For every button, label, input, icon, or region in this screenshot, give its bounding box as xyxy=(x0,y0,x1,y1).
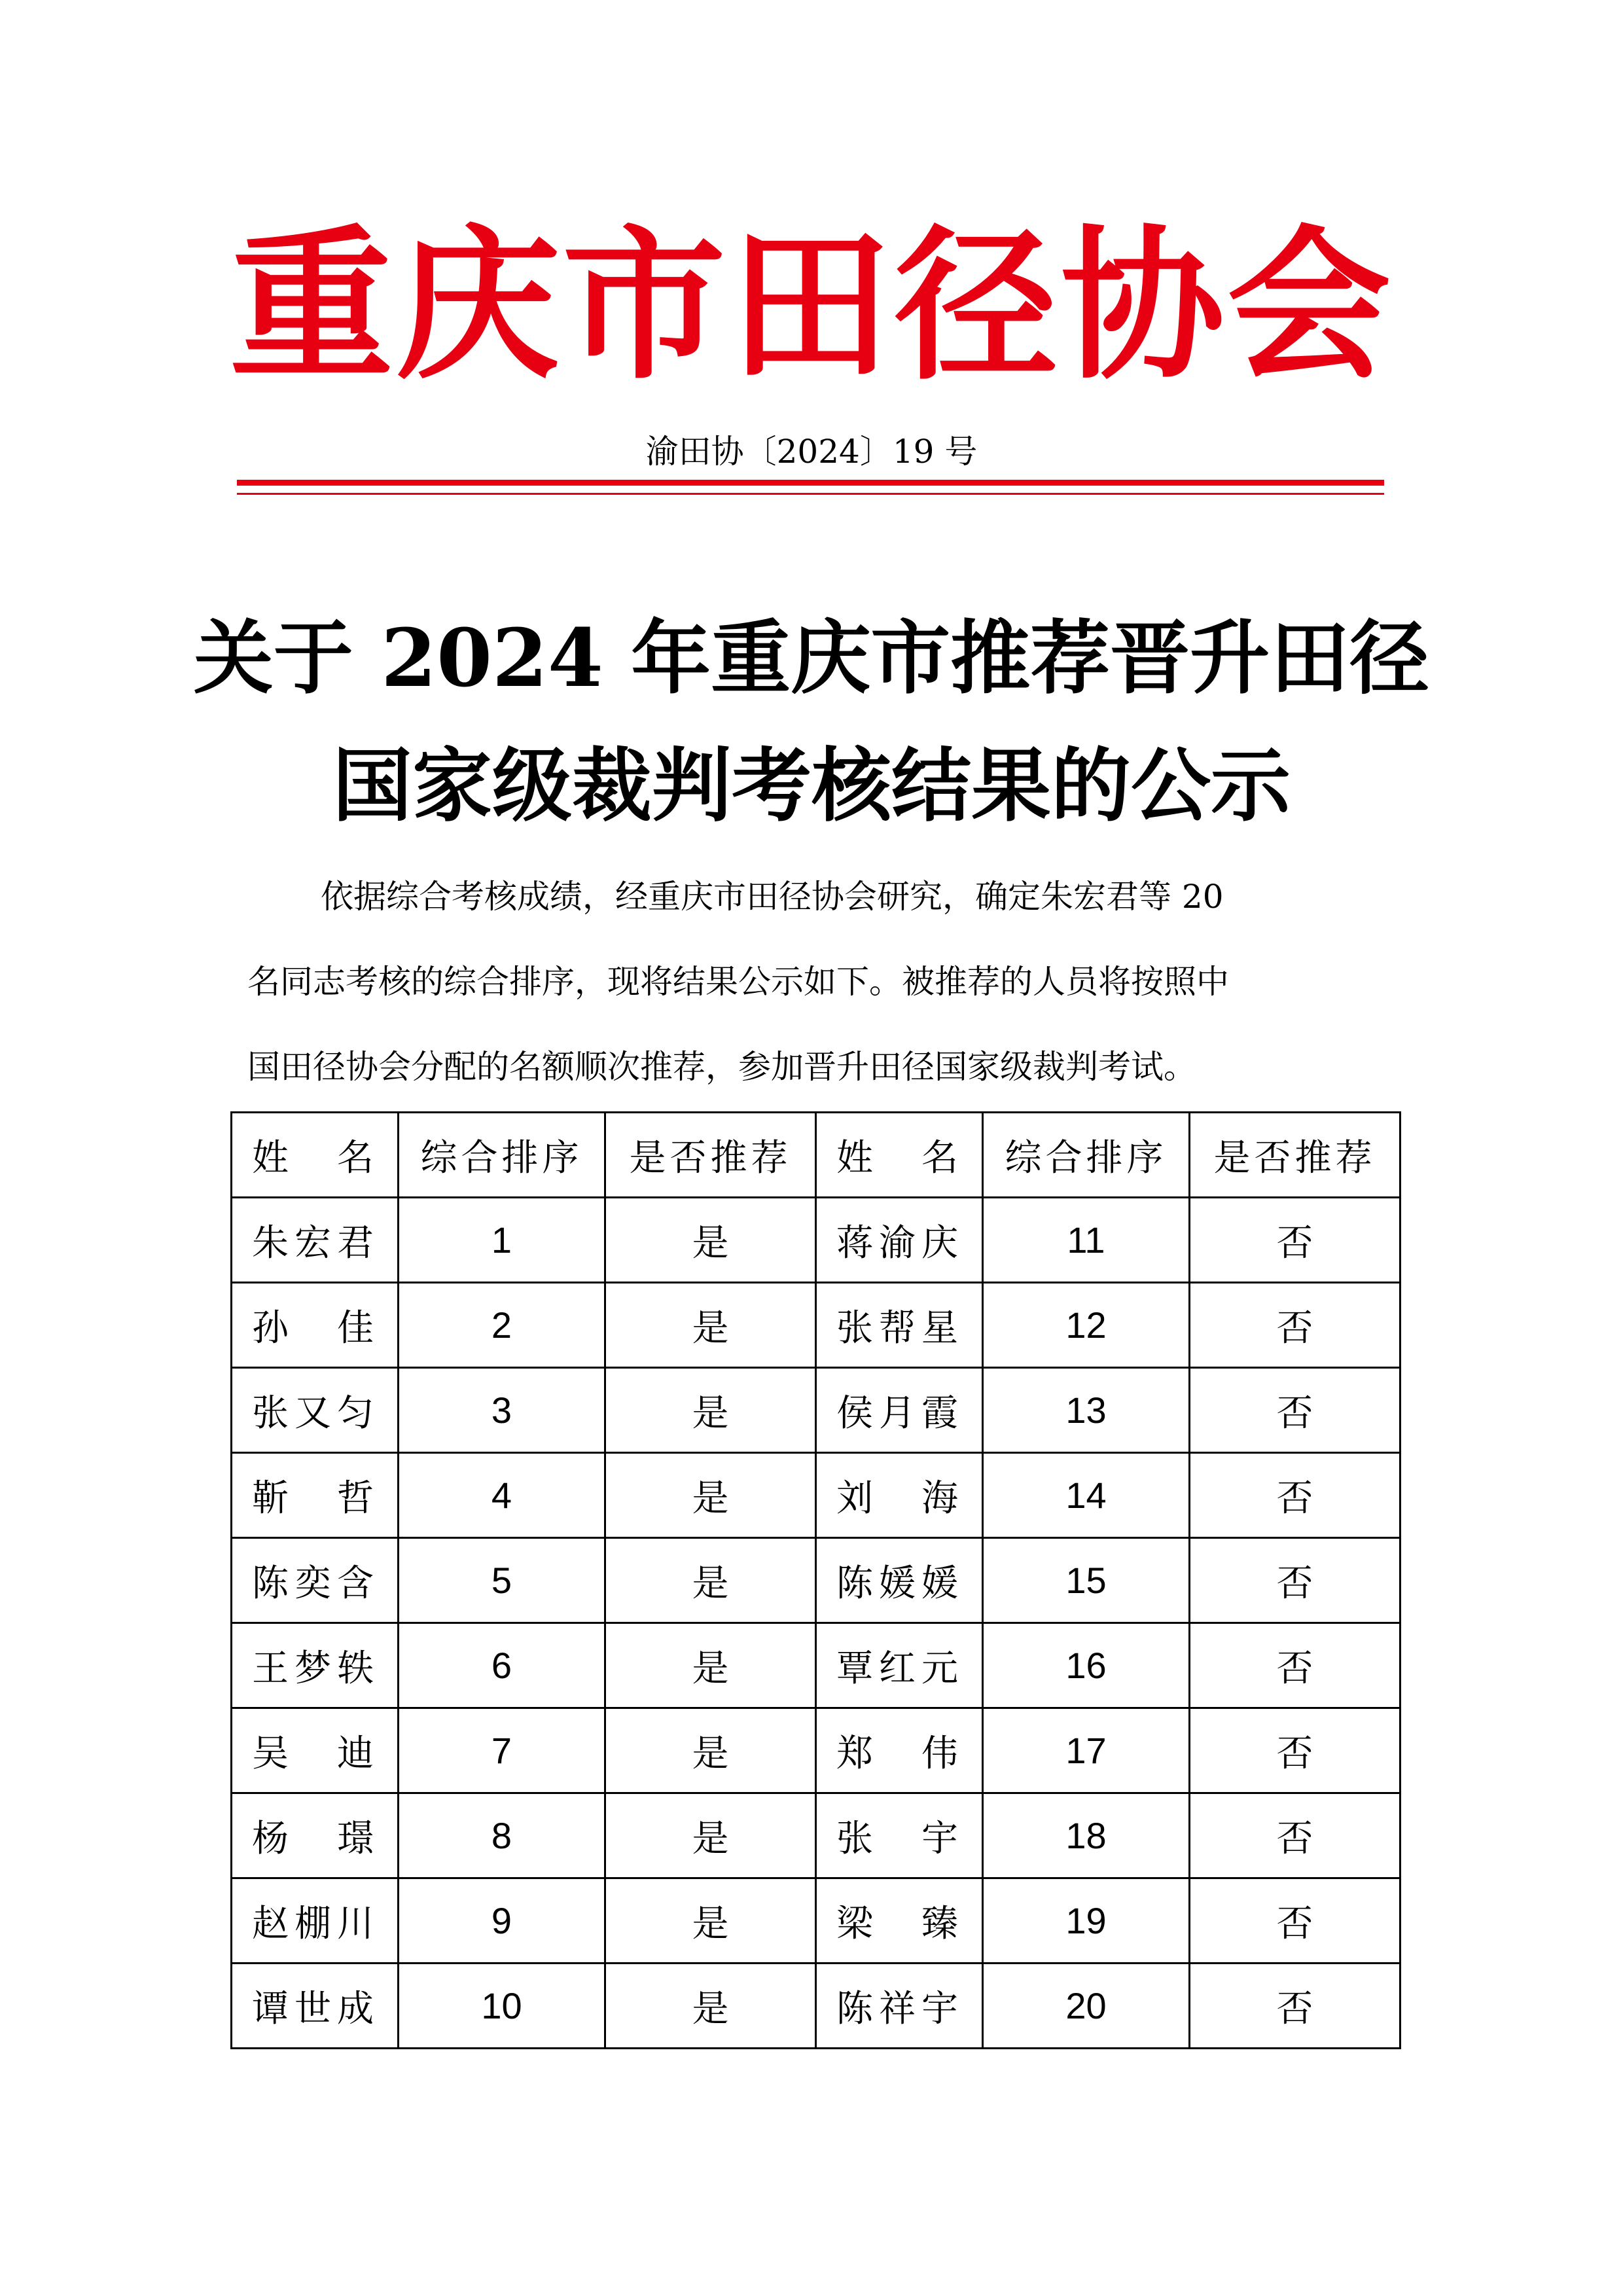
header-rank-right: 综合排序 xyxy=(983,1113,1190,1198)
name-cell: 张又匀 xyxy=(232,1368,399,1453)
table-row xyxy=(232,1453,1400,1538)
name-cell: 蒋渝庆 xyxy=(816,1198,983,1283)
notice-title-line-1: 关于 2024 年重庆市推荐晋升田径 xyxy=(193,611,1430,705)
rank-cell: 15 xyxy=(983,1538,1190,1623)
rank-cell: 6 xyxy=(399,1623,605,1708)
rank-cell: 1 xyxy=(399,1198,605,1283)
recommended-cell: 是 xyxy=(605,1708,816,1793)
body-text-line-1: 依据综合考核成绩，经重庆市田径协会研究，确定朱宏君等 20 xyxy=(321,878,1224,916)
name-cell: 王梦轶 xyxy=(232,1623,399,1708)
rank-cell: 13 xyxy=(983,1368,1190,1453)
name-cell: 杨璟 xyxy=(232,1793,399,1878)
rank-cell: 16 xyxy=(983,1623,1190,1708)
recommended-cell: 否 xyxy=(1190,1198,1400,1283)
recommended-cell: 否 xyxy=(1190,1368,1400,1453)
recommended-cell: 否 xyxy=(1190,1623,1400,1708)
red-divider-thin xyxy=(237,493,1384,495)
rank-cell: 14 xyxy=(983,1453,1190,1538)
recommended-cell: 是 xyxy=(605,1453,816,1538)
recommended-cell: 是 xyxy=(605,1964,816,2049)
rank-cell: 9 xyxy=(399,1878,605,1964)
recommended-cell: 否 xyxy=(1190,1283,1400,1368)
body-text-line-3: 国田径协会分配的名额顺次推荐，参加晋升田径国家级裁判考试。 xyxy=(247,1048,1196,1086)
document-number: 渝田协〔2024〕19 号 xyxy=(645,433,978,471)
table-row xyxy=(232,1964,1400,2049)
header-rank-left: 综合排序 xyxy=(399,1113,605,1198)
rank-cell: 17 xyxy=(983,1708,1190,1793)
table-row xyxy=(232,1623,1400,1708)
rank-cell: 5 xyxy=(399,1538,605,1623)
table-row xyxy=(232,1198,1400,1283)
name-cell: 覃红元 xyxy=(816,1623,983,1708)
rank-cell: 20 xyxy=(983,1964,1190,2049)
header-name-right: 姓名 xyxy=(816,1113,983,1198)
name-cell: 郑伟 xyxy=(816,1708,983,1793)
rank-cell: 7 xyxy=(399,1708,605,1793)
name-cell: 张宇 xyxy=(816,1793,983,1878)
rank-cell: 18 xyxy=(983,1793,1190,1878)
table-row xyxy=(232,1368,1400,1453)
table-row xyxy=(232,1538,1400,1623)
name-cell: 陈媛媛 xyxy=(816,1538,983,1623)
name-cell: 梁臻 xyxy=(816,1878,983,1964)
recommended-cell: 是 xyxy=(605,1538,816,1623)
recommended-cell: 否 xyxy=(1190,1538,1400,1623)
name-cell: 侯月霞 xyxy=(816,1368,983,1453)
name-cell: 张帮星 xyxy=(816,1283,983,1368)
recommended-cell: 是 xyxy=(605,1368,816,1453)
recommended-cell: 否 xyxy=(1190,1878,1400,1964)
rank-cell: 4 xyxy=(399,1453,605,1538)
name-cell: 赵棚川 xyxy=(232,1878,399,1964)
rank-cell: 2 xyxy=(399,1283,605,1368)
name-cell: 吴迪 xyxy=(232,1708,399,1793)
rank-cell: 3 xyxy=(399,1368,605,1453)
header-recommended-left: 是否推荐 xyxy=(605,1113,816,1198)
name-cell: 陈祥宇 xyxy=(816,1964,983,2049)
name-cell: 孙佳 xyxy=(232,1283,399,1368)
name-cell: 陈奕含 xyxy=(232,1538,399,1623)
recommended-cell: 否 xyxy=(1190,1964,1400,2049)
table-row xyxy=(232,1793,1400,1878)
recommended-cell: 是 xyxy=(605,1878,816,1964)
header-recommended-right: 是否推荐 xyxy=(1190,1113,1400,1198)
recommended-cell: 是 xyxy=(605,1623,816,1708)
table-header-row xyxy=(232,1113,1400,1198)
rank-cell: 19 xyxy=(983,1878,1190,1964)
red-divider-thick xyxy=(237,480,1384,486)
recommended-cell: 否 xyxy=(1190,1453,1400,1538)
name-cell: 靳哲 xyxy=(232,1453,399,1538)
recommended-cell: 否 xyxy=(1190,1793,1400,1878)
results-table xyxy=(230,1111,1401,2049)
rank-cell: 12 xyxy=(983,1283,1190,1368)
recommended-cell: 是 xyxy=(605,1198,816,1283)
name-cell: 朱宏君 xyxy=(232,1198,399,1283)
results-table-body xyxy=(232,1198,1400,2049)
name-cell: 刘海 xyxy=(816,1453,983,1538)
header-name-left: 姓名 xyxy=(232,1113,399,1198)
notice-title-line-2: 国家级裁判考核结果的公示 xyxy=(332,738,1291,833)
rank-cell: 10 xyxy=(399,1964,605,2049)
recommended-cell: 是 xyxy=(605,1793,816,1878)
recommended-cell: 否 xyxy=(1190,1708,1400,1793)
table-row xyxy=(232,1708,1400,1793)
recommended-cell: 是 xyxy=(605,1283,816,1368)
rank-cell: 11 xyxy=(983,1198,1190,1283)
organization-masthead: 重庆市田径协会 xyxy=(230,211,1393,401)
rank-cell: 8 xyxy=(399,1793,605,1878)
name-cell: 谭世成 xyxy=(232,1964,399,2049)
body-text-line-2: 名同志考核的综合排序，现将结果公示如下。被推荐的人员将按照中 xyxy=(247,963,1229,1001)
table-row xyxy=(232,1283,1400,1368)
table-row xyxy=(232,1878,1400,1964)
